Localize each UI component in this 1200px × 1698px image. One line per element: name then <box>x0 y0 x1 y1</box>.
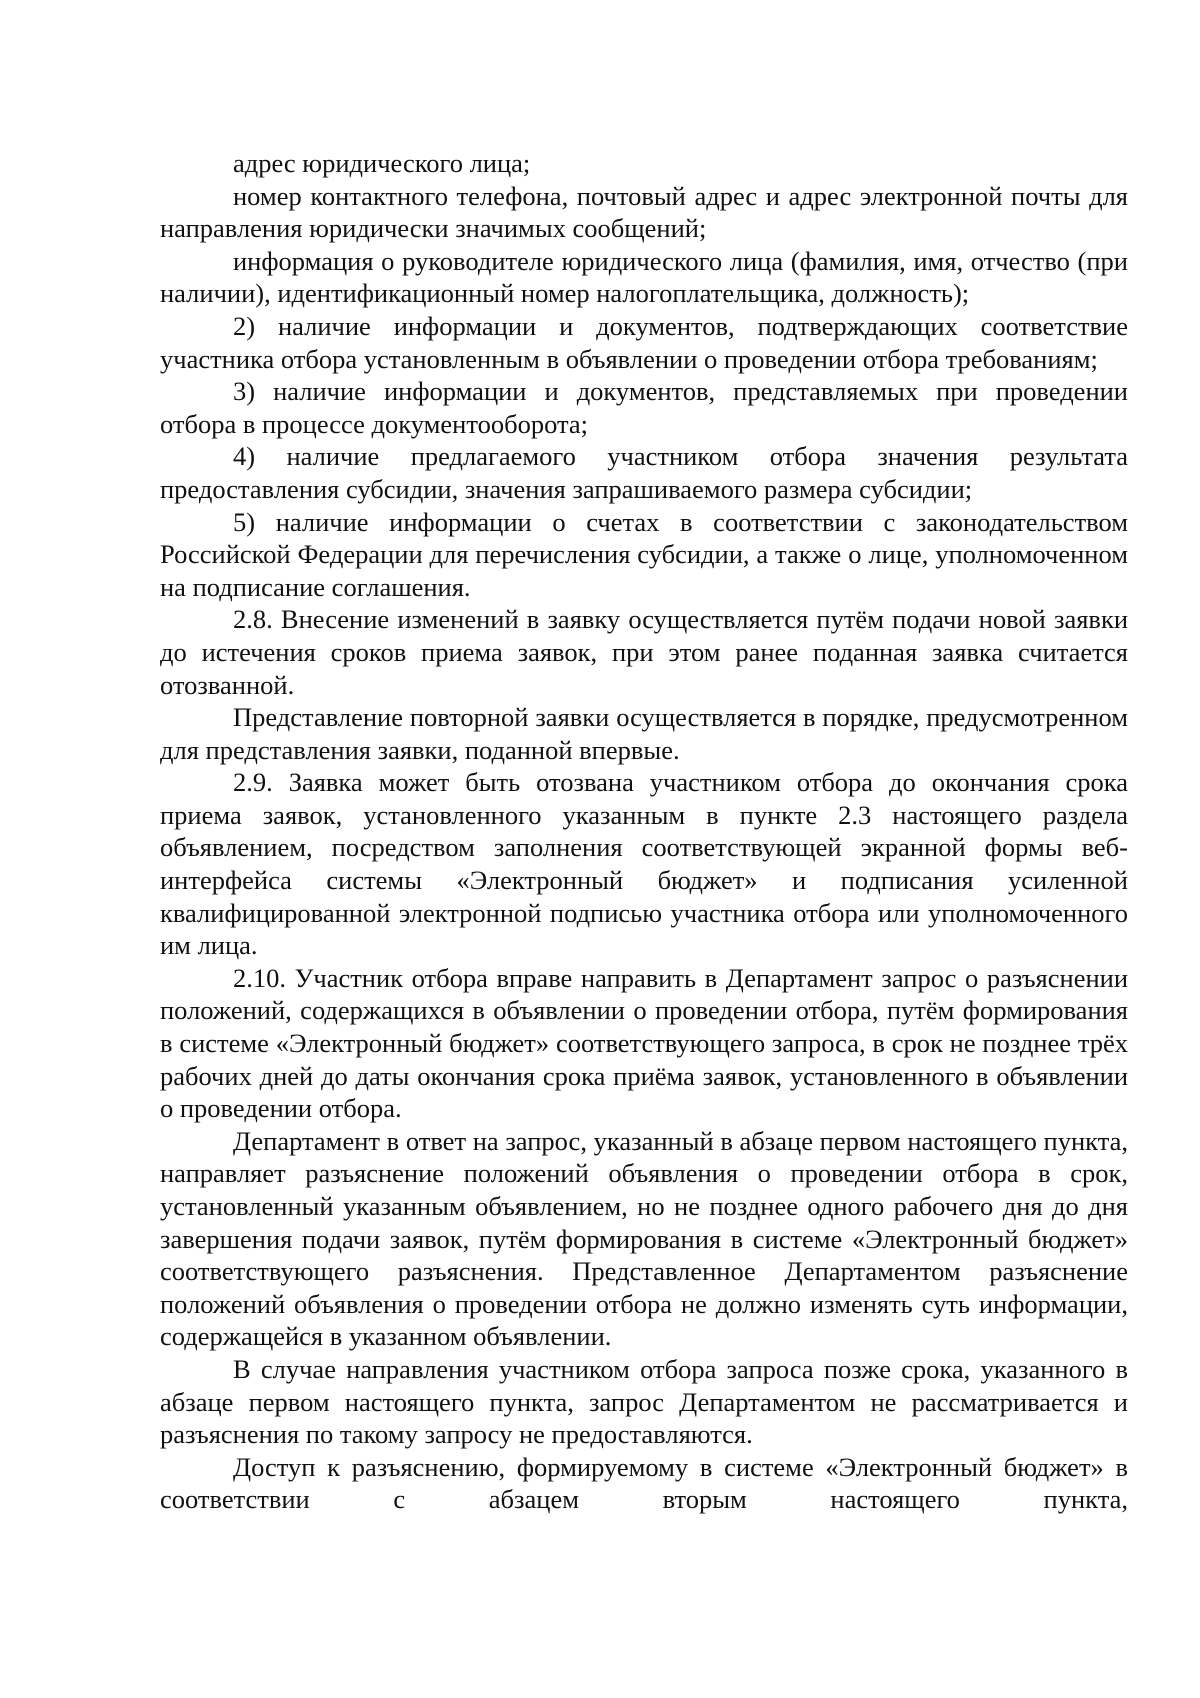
paragraph-item-4: 4) наличие предлагаемого участником отбора значения результата предоставления субсидии, значения запрашиваемого размера субсидии; <box>160 441 1128 504</box>
document-body <box>160 147 1128 1516</box>
paragraph-item-5: 5) наличие информации о счетах в соответствии с законодательством Российской Федерации для перечисления субсидии, а также о лице, уполномоченном на подписание соглашения. <box>160 506 1128 602</box>
paragraph-department-response: Департамент в ответ на запрос, указанный в абзаце первом настоящего пункта, направляет разъяснение положений объявления о проведении отбора в срок, установленный указанным объявлением, но не позднее одного рабочего дня до дня завершения подачи заявок, путём формирования в системе «Электронный бюджет» соответствующего разъяснения. Представленное Департаментом разъяснение положений объявления о проведении отбора не должно изменять суть информации, содержащейся в указанном объявлении. <box>160 1125 1128 1352</box>
paragraph-section-2-9: 2.9. Заявка может быть отозвана участником отбора до окончания срока приема заявок, установленного указанным в пункте 2.3 настоящего раздела объявлением, посредством заполнения соответствующей экранной формы веб-интерфейса системы «Электронный бюджет» и подписания усиленной квалифицированной электронной подписью участника отбора или уполномоченного им лица. <box>160 767 1128 961</box>
paragraph-section-2-10: 2.10. Участник отбора вправе направить в Департамент запрос о разъяснении положений, содержащихся в объявлении о проведении отбора, путём формирования в системе «Электронный бюджет» соответствующего запроса, в срок не позднее трёх рабочих дней до даты окончания срока приёма заявок, установленного в объявлении о проведении отбора. <box>160 962 1128 1124</box>
paragraph-section-2-8: 2.8. Внесение изменений в заявку осуществляется путём подачи новой заявки до истечения сроков приема заявок, при этом ранее поданная заявка считается отозванной. <box>160 604 1128 700</box>
paragraph-item-2: 2) наличие информации и документов, подтверждающих соответствие участника отбора установленным в объявлении о проведении отбора требованиям; <box>160 310 1128 374</box>
paragraph-head-info: информация о руководителе юридического лица (фамилия, имя, отчество (при наличии), идентификационный номер налогоплательщика, должность); <box>160 245 1128 309</box>
paragraph-late-request: В случае направления участником отбора запроса позже срока, указанного в абзаце первом настоящего пункта, запрос Департаментом не рассматривается и разъяснения по такому запросу не предоставляются. <box>160 1353 1128 1450</box>
paragraph-legal-address: адрес юридического лица; <box>233 148 531 178</box>
paragraph-contact-info: номер контактного телефона, почтовый адрес и адрес электронной почты для направления юридически значимых сообщений; <box>160 180 1128 244</box>
paragraph-item-3: 3) наличие информации и документов, представляемых при проведении отбора в процессе документооборота; <box>160 376 1128 439</box>
paragraph-repeat-application: Представление повторной заявки осуществляется в порядке, предусмотренном для представления заявки, поданной впервые. <box>160 702 1128 765</box>
paragraph-access-clarification: Доступ к разъяснению, формируемому в системе «Электронный бюджет» в соответствии с абзацем вторым настоящего пункта, <box>160 1451 1128 1515</box>
